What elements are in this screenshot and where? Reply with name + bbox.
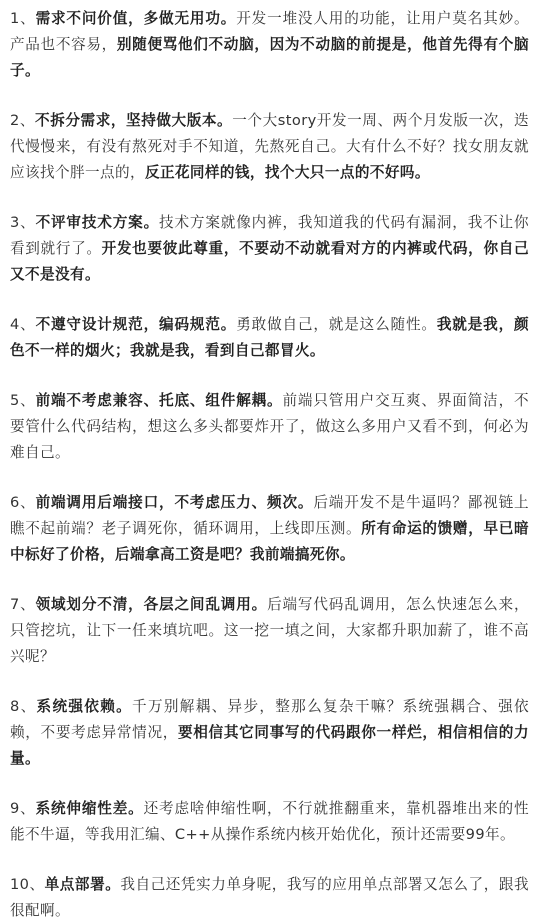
item-number: 2、 (10, 112, 36, 129)
item-text: 一个大story开发一周、两个月发版一次，迭代慢慢来，有没有熬死对手不知道，先熬死自己。大有什么不好？找女朋友就应该找个胖一点的， (10, 112, 529, 181)
item-number: 9、 (10, 800, 36, 817)
item-heading: 需求不问价值，多做无用功。 (35, 10, 237, 27)
item-text: 还考虑啥伸缩性啊，不行就推翻重来，靠机器堆出来的性能不牛逼，等我用汇编、C++从操作系统内核开始优化，预计还需要99年。 (10, 800, 529, 843)
item-heading: 前端不考虑兼容、托底、组件解耦。 (35, 392, 283, 409)
list-item (10, 694, 529, 772)
item-text: 勇敢做自己，就是这么随性。 (236, 316, 437, 333)
item-number: 5、 (10, 392, 36, 409)
item-text: 前端只管用户交互爽、界面简洁，不要管什么代码结构，想这么多头都要炸开了，做这么多用户又看不到，何必为难自己。 (10, 392, 529, 461)
list-item (10, 108, 529, 186)
item-heading: 领域划分不清，各层之间乱调用。 (35, 596, 268, 613)
item-text: 开发一堆没人用的功能，让用户莫名其妙。产品也不容易， (10, 10, 529, 53)
item-heading: 系统强依赖。 (36, 698, 133, 715)
list-item (10, 592, 529, 670)
list-item (10, 796, 529, 848)
item-heading: 前端调用后端接口，不考虑压力、频次。 (35, 494, 314, 511)
item-text: 后端开发不是牛逼吗？鄙视链上瞧不起前端？老子调死你，循环调用，上线即压测。 (10, 494, 530, 537)
item-heading: 不拆分需求，坚持做大版本。 (35, 112, 233, 129)
item-heading: 不评审技术方案。 (35, 214, 160, 231)
item-number: 1、 (10, 10, 36, 27)
item-heading: 不遵守设计规范，编码规范。 (35, 316, 237, 333)
item-number: 3、 (10, 214, 36, 231)
item-emphasis: 所有命运的馈赠，早已暗中标好了价格，后端拿高工资是吧？我前端搞死你。 (10, 520, 530, 563)
item-emphasis: 要相信其它同事写的代码跟你一样烂，相信相信的力量。 (10, 724, 529, 767)
item-emphasis: 别随便骂他们不动脑，因为不动脑的前提是，他首先得有个脑子。 (10, 36, 529, 79)
item-text: 千万别解耦、异步，整那么复杂干嘛？系统强耦合、强依赖，不要考虑异常情况， (10, 698, 529, 741)
list-item (10, 388, 529, 466)
list-item (10, 872, 529, 924)
item-number: 8、 (10, 698, 37, 715)
item-number: 10、 (10, 876, 45, 893)
item-heading: 系统伸缩性差。 (35, 800, 144, 817)
item-text: 后端写代码乱调用，怎么快速怎么来，只管挖坑，让下一任来填坑吧。这一挖一填之间，大家都升职加薪了，谁不高兴呢？ (10, 596, 529, 665)
list-item (10, 490, 529, 568)
list-item (10, 210, 529, 288)
item-number: 6、 (10, 494, 36, 511)
item-number: 4、 (10, 316, 36, 333)
item-text: 技术方案就像内裤，我知道我的代码有漏洞，我不让你看到就行了。 (10, 214, 529, 257)
list-item (10, 312, 529, 364)
item-emphasis: 开发也要彼此尊重，不要动不动就看对方的内裤或代码，你自己又不是没有。 (10, 240, 529, 283)
item-number: 7、 (10, 596, 36, 613)
item-emphasis: 我就是我，颜色不一样的烟火；我就是我，看到自己都冒火。 (10, 316, 530, 359)
item-emphasis: 反正花同样的钱，找个大只一点的不好吗。 (144, 164, 430, 181)
item-heading: 单点部署。 (44, 876, 121, 893)
item-text: 我自己还凭实力单身呢，我写的应用单点部署又怎么了，跟我很配啊。 (10, 876, 529, 919)
list-item (10, 6, 529, 84)
